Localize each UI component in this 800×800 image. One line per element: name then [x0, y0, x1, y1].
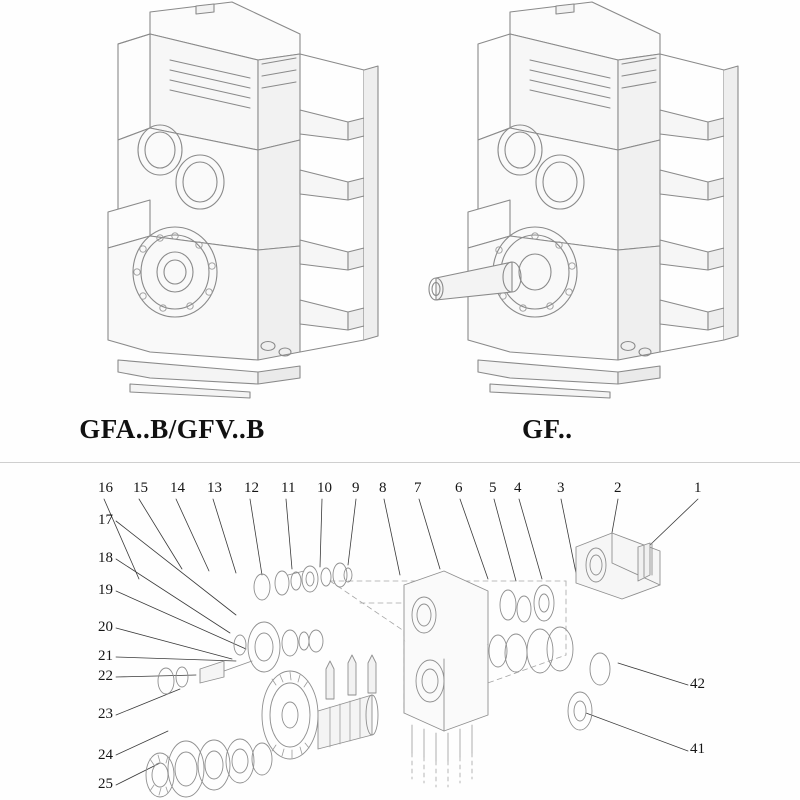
callout-15: 15 [133, 480, 148, 496]
callout-10: 10 [317, 480, 332, 496]
callout-13: 13 [207, 480, 222, 496]
callout-23: 23 [98, 706, 113, 722]
callout-1: 1 [694, 480, 702, 496]
callout-19: 19 [98, 582, 113, 598]
gearbox-gfab-gfvb-linedrawing [0, 0, 400, 420]
callout-25: 25 [98, 776, 113, 792]
callout-16: 16 [98, 480, 113, 496]
callout-7: 7 [414, 480, 422, 496]
callout-41: 41 [690, 741, 705, 757]
callout-2: 2 [614, 480, 622, 496]
caption-right: GF.. [522, 414, 573, 444]
callout-5: 5 [489, 480, 497, 496]
caption-left: GFA..B/GFV..B [79, 414, 265, 444]
callout-4: 4 [514, 480, 522, 496]
exploded-assembly-drawing [0, 463, 800, 800]
gearbox-gf-linedrawing [400, 0, 800, 420]
callout-42: 42 [690, 676, 705, 692]
callout-20: 20 [98, 619, 113, 635]
callout-17: 17 [98, 512, 113, 528]
callout-22: 22 [98, 668, 113, 684]
callout-18: 18 [98, 550, 113, 566]
exploded-view-section [0, 463, 800, 800]
callout-21: 21 [98, 648, 113, 664]
callout-8: 8 [379, 480, 387, 496]
callout-3: 3 [557, 480, 565, 496]
callout-24: 24 [98, 747, 113, 763]
callout-12: 12 [244, 480, 259, 496]
gearbox-view-gf [400, 0, 800, 462]
callout-6: 6 [455, 480, 463, 496]
callout-14: 14 [170, 480, 185, 496]
callout-11: 11 [281, 480, 296, 496]
callout-9: 9 [352, 480, 360, 496]
gearbox-view-gfab-gfvb [0, 0, 400, 462]
